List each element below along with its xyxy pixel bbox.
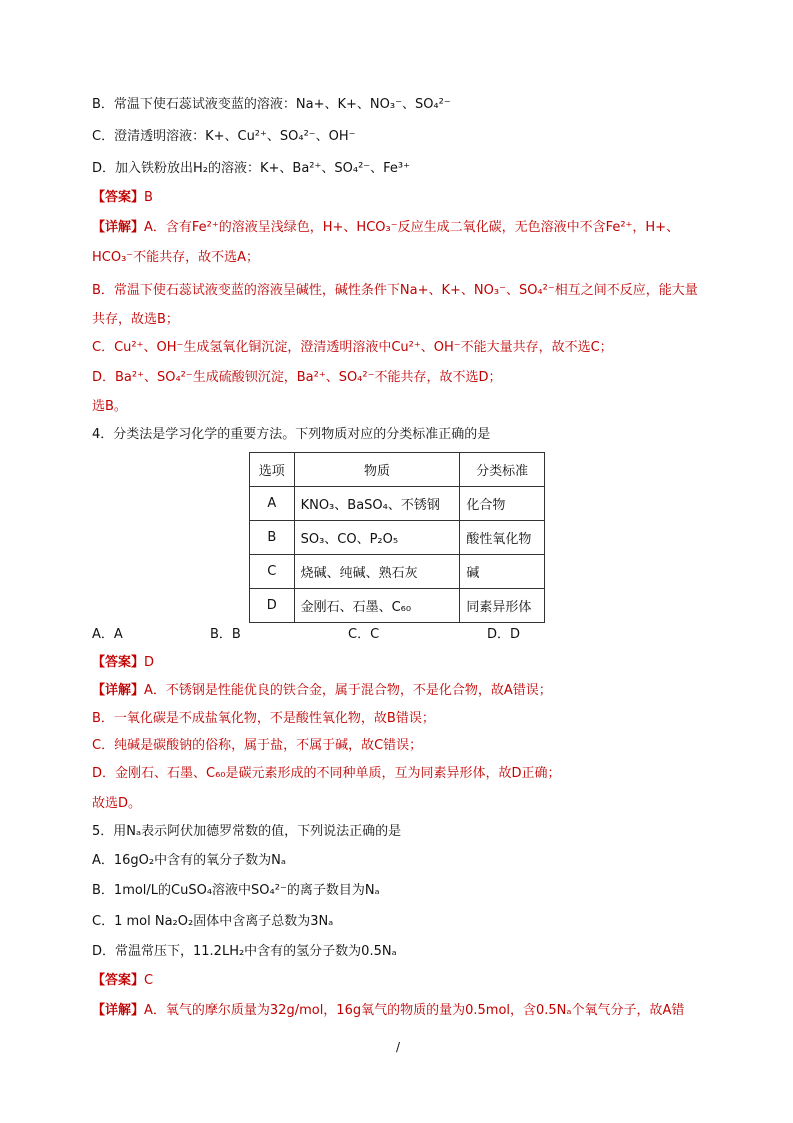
table-header-cell: 物质 (294, 453, 460, 487)
q4-options (0, 626, 793, 644)
q3-detail-b1: B．常温下使石蕊试液变蓝的溶液呈碱性，碱性条件下Na+、K+、NO₃⁻、SO₄²⁻相互之间不反应，能大量 (92, 283, 698, 298)
q4-option-b: B．B (210, 627, 241, 642)
detail-tag: 【详解】 (92, 220, 145, 235)
classification-table (249, 452, 545, 623)
q4-detail-d: D．金刚石、石墨、C₆₀是碳元素形成的不同种单质，互为同素异形体，故D正确； (92, 766, 561, 781)
table-cell: 酸性氧化物 (460, 521, 545, 555)
answer-tag: 【答案】 (92, 190, 145, 205)
table-cell: C (250, 555, 295, 589)
q3-option-d: D．加入铁粉放出H₂的溶液：K+、Ba²⁺、SO₄²⁻、Fe³⁺ (92, 161, 410, 176)
table-row (250, 589, 545, 623)
q5-option-a: A．16gO₂中含有的氧分子数为Nₐ (92, 853, 286, 868)
answer-tag: 【答案】 (92, 655, 145, 670)
q4-option-c: C．C (348, 627, 380, 642)
table-cell: 金刚石、石墨、C₆₀ (294, 589, 460, 623)
detail-text: A．含有Fe²⁺的溶液呈浅绿色，H+、HCO₃⁻反应生成二氧化碳，无色溶液中不含Fe²⁺，H+、 (144, 220, 680, 235)
answer-value: B (144, 190, 153, 205)
q3-detail-c: C．Cu²⁺、OH⁻生成氢氧化铜沉淀，澄清透明溶液中Cu²⁺、OH⁻不能大量共存，故不选C； (92, 340, 613, 355)
q3-detail-d: D．Ba²⁺、SO₄²⁻生成硫酸钡沉淀，Ba²⁺、SO₄²⁻不能共存，故不选D； (92, 370, 502, 385)
q5-option-d: D．常温常压下，11.2LH₂中含有的氢分子数为0.5Nₐ (92, 944, 397, 959)
table-row (250, 555, 545, 589)
table-row (250, 487, 545, 521)
detail-text: A．不锈钢是性能优良的铁合金，属于混合物，不是化合物，故A错误； (144, 683, 552, 698)
table-cell: 烧碱、纯碱、熟石灰 (294, 555, 460, 589)
q4-detail-c: C．纯碱是碳酸钠的俗称，属于盐，不属于碱，故C错误； (92, 738, 423, 753)
table-cell: 碱 (460, 555, 545, 589)
q3-detail-b2: 共存，故选B； (92, 312, 179, 327)
page-number: / (396, 1040, 401, 1054)
table-cell: 同素异形体 (460, 589, 545, 623)
table-cell: SO₃、CO、P₂O₅ (294, 521, 460, 555)
q3-conclusion: 选B。 (92, 399, 127, 414)
q5-answer-line (92, 972, 153, 990)
table-header-cell: 分类标准 (460, 453, 545, 487)
q4-answer-line (92, 654, 154, 672)
detail-tag: 【详解】 (92, 1003, 145, 1018)
q4-conclusion: 故选D。 (92, 796, 142, 811)
q4-detail-b: B．一氧化碳是不成盐氧化物，不是酸性氧化物，故B错误； (92, 711, 435, 726)
table-cell: D (250, 589, 295, 623)
table-cell: B (250, 521, 295, 555)
table-row (250, 521, 545, 555)
q5-detail-a (92, 1002, 684, 1020)
q4-option-d: D．D (487, 627, 521, 642)
answer-value: C (144, 973, 154, 988)
table-header-row (250, 453, 545, 487)
detail-text: A．氧气的摩尔质量为32g/mol，16g氧气的物质的量为0.5mol，含0.5Nₐ个氧气分子，故A错 (144, 1003, 685, 1018)
q3-option-b: B．常温下使石蕊试液变蓝的溶液：Na+、K+、NO₃⁻、SO₄²⁻ (92, 97, 451, 112)
answer-tag: 【答案】 (92, 973, 145, 988)
table-header-cell: 选项 (250, 453, 295, 487)
q3-answer-line (92, 189, 153, 207)
q3-option-c: C．澄清透明溶液：K+、Cu²⁺、SO₄²⁻、OH⁻ (92, 129, 356, 144)
q3-detail-a2: HCO₃⁻不能共存，故不选A； (92, 250, 260, 265)
table-cell: KNO₃、BaSO₄、不锈钢 (294, 487, 460, 521)
table-cell: 化合物 (460, 487, 545, 521)
q5-option-c: C．1 mol Na₂O₂固体中含离子总数为3Nₐ (92, 914, 334, 929)
q4-detail-a (92, 682, 552, 700)
q4-option-a: A．A (92, 627, 123, 642)
q4-stem: 4．分类法是学习化学的重要方法。下列物质对应的分类标准正确的是 (92, 427, 491, 442)
answer-value: D (144, 655, 155, 670)
q5-option-b: B．1mol/L的CuSO₄溶液中SO₄²⁻的离子数目为Nₐ (92, 883, 380, 898)
detail-tag: 【详解】 (92, 683, 145, 698)
table-cell: A (250, 487, 295, 521)
q3-detail-a1 (92, 219, 679, 237)
q5-stem: 5．用Nₐ表示阿伏加德罗常数的值，下列说法正确的是 (92, 824, 402, 839)
